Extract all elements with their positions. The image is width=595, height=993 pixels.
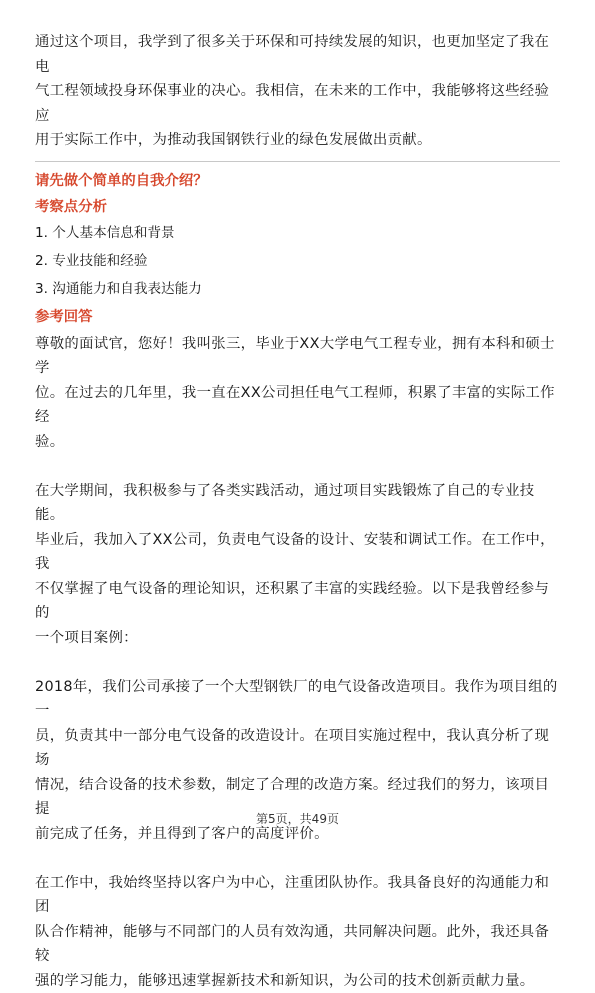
intro-line: 气工程领域投身环保事业的决心。我相信，在未来的工作中，我能够将这些经验应: [35, 83, 549, 124]
analysis-item: 2. 专业技能和经验: [35, 250, 560, 272]
intro-paragraph: [35, 30, 560, 153]
analysis-item: 1. 个人基本信息和背景: [35, 222, 560, 244]
answer-line: 情况，结合设备的技术参数，制定了合理的改造方案。经过我们的努力，该项目提: [35, 777, 549, 818]
answer-line: 前完成了任务，并且得到了客户的高度评价。: [35, 826, 329, 842]
answer-paragraph: [35, 871, 560, 993]
intro-line: 通过这个项目，我学到了很多关于环保和可持续发展的知识，也更加坚定了我在电: [35, 34, 549, 75]
answer-line: 在大学期间，我积极参与了各类实践活动，通过项目实践锻炼了自己的专业技能。: [35, 483, 534, 524]
answer-line: 2018年，我们公司承接了一个大型钢铁厂的电气设备改造项目。我作为项目组的一: [35, 679, 558, 720]
answer-line: 队合作精神，能够与不同部门的人员有效沟通，共同解决问题。此外，我还具备较: [35, 924, 549, 965]
answer-line: 在工作中，我始终坚持以客户为中心，注重团队协作。我具备良好的沟通能力和团: [35, 875, 549, 916]
answer-line: 员，负责其中一部分电气设备的改造设计。在项目实施过程中，我认真分析了现场: [35, 728, 549, 769]
answer-line: 位。在过去的几年里，我一直在XX公司担任电气工程师，积累了丰富的实际工作经: [35, 385, 555, 426]
answer-line: 不仅掌握了电气设备的理论知识，还积累了丰富的实践经验。以下是我曾经参与的: [35, 581, 549, 622]
answer-line: 毕业后，我加入了XX公司，负责电气设备的设计、安装和调试工作。在工作中，我: [35, 532, 555, 573]
intro-line: 用于实际工作中，为推动我国钢铁行业的绿色发展做出贡献。: [35, 132, 432, 148]
answer-line: 强的学习能力，能够迅速掌握新技术和新知识，为公司的技术创新贡献力量。: [35, 973, 534, 989]
analysis-item: 3. 沟通能力和自我表达能力: [35, 278, 560, 300]
page-number-footer: 第5页，共49页: [0, 810, 595, 827]
answer-paragraph: [35, 332, 560, 455]
question-heading: 请先做个简单的自我介绍？: [35, 170, 560, 192]
analysis-heading: 考察点分析: [35, 196, 560, 218]
section-divider: [35, 161, 560, 162]
answer-heading: 参考回答: [35, 306, 560, 328]
answer-line: 一个项目案例：: [35, 630, 138, 646]
answer-line: 尊敬的面试官，您好！我叫张三，毕业于XX大学电气工程专业，拥有本科和硕士学: [35, 336, 555, 377]
answer-paragraph: [35, 479, 560, 651]
document-page: [35, 30, 560, 993]
answer-line: 验。: [35, 434, 64, 450]
